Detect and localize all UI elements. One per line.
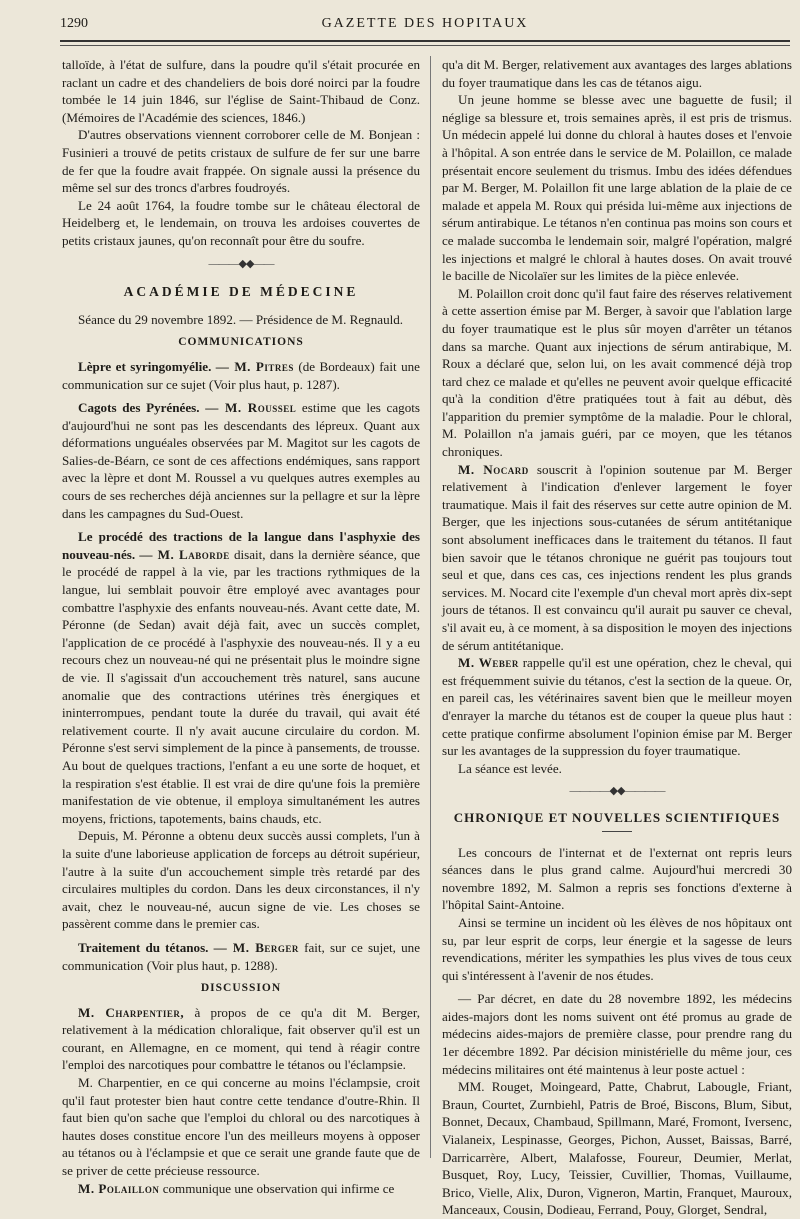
article-author: — M. Roussel: [205, 400, 297, 416]
article-text: disait, dans la dernière séance, que le procédé de rappel à la vie, par les tractions rythmiques de la langue, lui semblait pouvoir être employé avec avantages pour combattre l'asphyxie des enfants nouveau-nés. Avant cette date, M. Péronne (de Sedan) avait déjà fait, avec un succès complet, l'application de ce procédé à l'asphyxie des nouveau-nés. Il y a eu recours chez un nouveau-né qui ne présentait plus le moindre signe de vie. Il s'agissait d'un accouchement très naturel, sans aucune anomalie que des contractions utérines très énergiques et ininterrompues, pendant toute la durée du travail, qui avait été relativement courte. Il n'y avait aucune circulaire du cordon. M. Péronne s'est servi simplement de la pince à pansements, de trousse. Au bout de quelques tractions, l'enfant a eu une sorte de hoquet, et la respiration s'est établie. Il est vrai de dire qu'une fois la première manifestation de vie obtenue, il employa simultanément les autres moyens, frictions, tapotements, bains chauds, etc.: [62, 546, 421, 826]
header-rule: [60, 40, 790, 42]
speaker-text: rappelle qu'il est une opération, chez le cheval, qui est fréquemment suivie du tétanos, c'est la section de la queue. Or, en pareil cas, les vétérinaires savent bien que le meilleur moyen d'enrayer la marche du tétanos est de couper la queue plus haut : cette pratique confirme absolument l'opinion émise par M. Berger sur les avantages de la suppression du foyer traumatique.: [442, 655, 793, 759]
article-text: fait, sur ce sujet, une communication (Voir plus haut, p. 1288).: [62, 939, 421, 973]
paragraph: talloïde, à l'état de sulfure, dans la poudre qu'il s'était procurée en raclant un cadre et des chandeliers de bois doré noirci par la foudre tombée le 14 juin 1846, sur l'église de Saint-Thibaud de Conz. (Mémoires de l'Académie des sciences, 1846.): [62, 57, 420, 125]
article-tetanos: [62, 939, 420, 974]
article-text: (de Bordeaux) fait une communication sur ce sujet (Voir plus haut, p. 1287).: [62, 358, 420, 392]
article-cagots: [62, 399, 420, 522]
paragraph: M. Polaillon croit donc qu'il faut faire des réserves relativement à cette assertion émise par M. Berger, à savoir que l'ablation large du foyer traumatique est le plus sûr moyen d'arrêter un tétanos dans sa marche. Quant aux injections de sérum antirabique, M. Roux a déclaré que, selon lui, on les avait commencé déjà trop tard chez ce malade et qu'elles ne peuvent avoir quelque efficacité qu'à la condition d'être pratiquées tout à fait au début, dès l'apparition du premier symptôme de la maladie. Pour le chloral, M. Polaillon n'a jamais guéri, par ce moyen, que les tétanos chroniques.: [442, 285, 792, 460]
article-title: Le procédé des tractions de la langue dans l'asphyxie des nouveau-nés.: [62, 529, 420, 562]
speaker-name: M. Charpentier,: [78, 1004, 185, 1020]
discussion-polaillon: [62, 1180, 420, 1198]
paragraph: qu'a dit M. Berger, relativement aux avantages des larges ablations du foyer traumatique dans les cas de tétanos aigu.: [442, 57, 792, 90]
ornament-divider: ———◆◆——: [208, 257, 274, 270]
left-column: [62, 56, 420, 1197]
article-procede: [62, 528, 420, 827]
paragraph: Un jeune homme se blesse avec une baguette de fusil; il néglige sa blessure et, trois semaines après, il est pris de trismus. Un médecin appelé lui donne du chloral à hautes doses et l'envoie à l'hôpital. A son entrée dans le service de M. Polaillon, ce malade présentait encore seulement du trismus. Imbu des idées défendues par M. Berger, M. Polaillon fit une large ablation de la plaie de ce malade et appela M. Roux qui présida lui-même aux injections de sérum antirabique. Le tétanos n'en continua pas moins son cours et ce malade succomba le lendemain soir, malgré l'opération, malgré les injections et malgré le chloral à hautes doses. On avait trouvé le bacille de Nicolaïer sur les limites de la pièce enlevée.: [442, 92, 792, 284]
article-lepre: [62, 358, 420, 393]
discussion-charpentier: [62, 1004, 420, 1074]
paragraph: D'autres observations viennent corroborer celle de M. Bonjean : Fusinieri a trouvé de petits cristaux de sulfure de fer sur une barre de fer que la foudre avait frappée. On signale aussi la présence du même sel sur des troncs d'arbres foudroyés.: [62, 127, 420, 196]
paragraph: M. Charpentier, en ce qui concerne au moins l'éclampsie, croit qu'il faut protester bien haut contre cette tendance d'outre-Rhin. Il faut bien qu'on sache que l'emploi du chloral ou des narcotiques à hautes doses constitue encore l'un des meilleurs moyens à opposer au tétanos ou à l'éclampsie et que ce serait une grande faute que de se priver de cette précieuse ressource.: [62, 1075, 420, 1179]
article-text: estime que les cagots d'aujourd'hui ne sont pas les descendants des lépreux. Quant aux déformations unguéales observées par M. Magitot sur les cagots de Salies-de-Béarn, ce sont de ces affections endémiques, sans rapport avec la lèpre et dont M. Roussel a vu quelques autres exemples au cours de ses recherches déjà anciennes sur la pellagre et sur la lèpre dans les campagnes du Sud-Ouest.: [62, 400, 421, 521]
discussion-heading: DISCUSSION: [200, 982, 282, 995]
speaker-text: souscrit à l'opinion soutenue par M. Berger relativement à l'indication d'enlever largement le foyer traumatique. Mais il fait des réserves sur cette autre opinion de M. Berger, que les injections sous-cutanées de sérum antitétanique sont absolument inefficaces dans le traitement du tétanos. Il faut bien savoir que le tétanos chronique ne guérit pas toujours tout seul et que, dans ces cas, ces injections rendent les plus grands services. M. Nocard cite l'exemple d'un cheval mort après dix-sept jours de tétanos. Il est convaincu qu'il aurait pu sauver ce cheval, s'il avait eu, à ce moment, à sa disposition le moyen des injections de sérum antitétanique.: [442, 461, 792, 653]
discussion-weber: [442, 654, 792, 760]
article-author: — M. Laborde: [139, 546, 230, 562]
paragraph: — Par décret, en date du 28 novembre 1892, les médecins aides-majors dont les noms suivent ont été promus au grade de médecins aides-majors de première classe, pour prendre rang du 1er décembre 1892. Par décision ministérielle du même jour, ces médecins militaires ont été maintenus à leur poste actuel :: [442, 991, 792, 1077]
speaker-text: à propos de ce qu'a dit M. Berger, relativement à la médication chloralique, fait observer qu'il est un courant, en Allemagne, en ce moment, qui tend à réagir contre l'emploi des narcotiques pour combattre le tétanos ou l'éclampsie.: [62, 1004, 420, 1073]
ornament-divider: ————◆◆————: [569, 785, 665, 798]
paragraph: MM. Rouget, Moingeard, Patte, Chabrut, Labougle, Friant, Braun, Courtet, Zurnbiehl, Patris de Broé, Biscons, Blum, Sibut, Bonnet, Decaux, Chambaud, Spillmann, Maré, Fromont, Iversenc, Vialaneix, Lespinasse, Georges, Pichon, Ausset, Baissas, Barré, Darricarrère, Albert, Malafosse, Foureur, Deumier, Merlat, Busquet, Roy, Lucy, Teissier, Cuvillier, Thomas, Vuillaume, Brico, Vielle, Alix, Duron, Vigneron, Martin, Franquet, Mauroux, Manceaux, Cousin, Dodieau, Ferrand, Pouy, Glorget, Sendral,: [442, 1079, 792, 1218]
paragraph: Ainsi se termine un incident où les élèves de nos hôpitaux ont su, par leur esprit de corps, leur énergie et la sagesse de leurs revendications, mériter les sympathies les plus vives de tous ceux qui s'intéressent à l'avenir de nos études.: [442, 914, 792, 983]
right-column: [442, 56, 792, 1219]
article-author: — M. Berger: [213, 939, 299, 955]
article-title: Lèpre et syringomyélie.: [78, 358, 212, 374]
article-title: Cagots des Pyrénées.: [78, 400, 200, 416]
title-underline: [602, 831, 632, 832]
speaker-name: M. Polaillon: [78, 1180, 160, 1196]
discussion-nocard: [442, 461, 792, 655]
paragraph: Depuis, M. Péronne a obtenu deux succès aussi complets, l'un à la suite d'une laborieuse application de forceps au détroit supérieur, l'autre à la suite d'un accouchement simple très retardé par des circulaires multiples du cordon. Dans les deux circonstances, il n'y avait, chez le nouveau-né, aucun signe de vie. Les choses se passèrent comme dans le premier cas.: [62, 828, 420, 932]
column-divider: [430, 56, 431, 1158]
article-title: Traitement du tétanos.: [78, 939, 209, 955]
paragraph: Les concours de l'internat et de l'externat ont repris leurs séances dans le plus grand calme. Aujourd'hui mercredi 30 novembre 1892, M. Salmon a repris ses fonctions d'externe à l'hôpital Saint-Antoine.: [442, 844, 792, 913]
section-title: ACADÉMIE DE MÉDECINE: [123, 284, 359, 300]
header-rule-thin: [60, 45, 790, 46]
chronique-title: CHRONIQUE ET NOUVELLES SCIENTIFIQUES: [453, 809, 781, 825]
communications-heading: COMMUNICATIONS: [178, 336, 304, 349]
session-line: Séance du 29 novembre 1892. — Présidence de M. Regnauld.: [78, 311, 404, 327]
paragraph: Le 24 août 1764, la foudre tombe sur le château électoral de Heidelberg et, le lendemain, on trouva les ardoises couvertes de petits cristaux jaunes, qu'on reconnaît pour être du soufre.: [62, 197, 420, 248]
speaker-name: M. Nocard: [458, 461, 529, 477]
article-author: — M. Pitres: [215, 358, 294, 374]
page-header: [60, 14, 790, 36]
speaker-text: communique une observation qui infirme ce: [162, 1180, 395, 1196]
page-number: 1290: [60, 16, 88, 31]
session-closed: La séance est levée.: [458, 760, 562, 776]
running-head: GAZETTE DES HOPITAUX: [321, 16, 529, 31]
speaker-name: M. Weber: [458, 655, 519, 671]
